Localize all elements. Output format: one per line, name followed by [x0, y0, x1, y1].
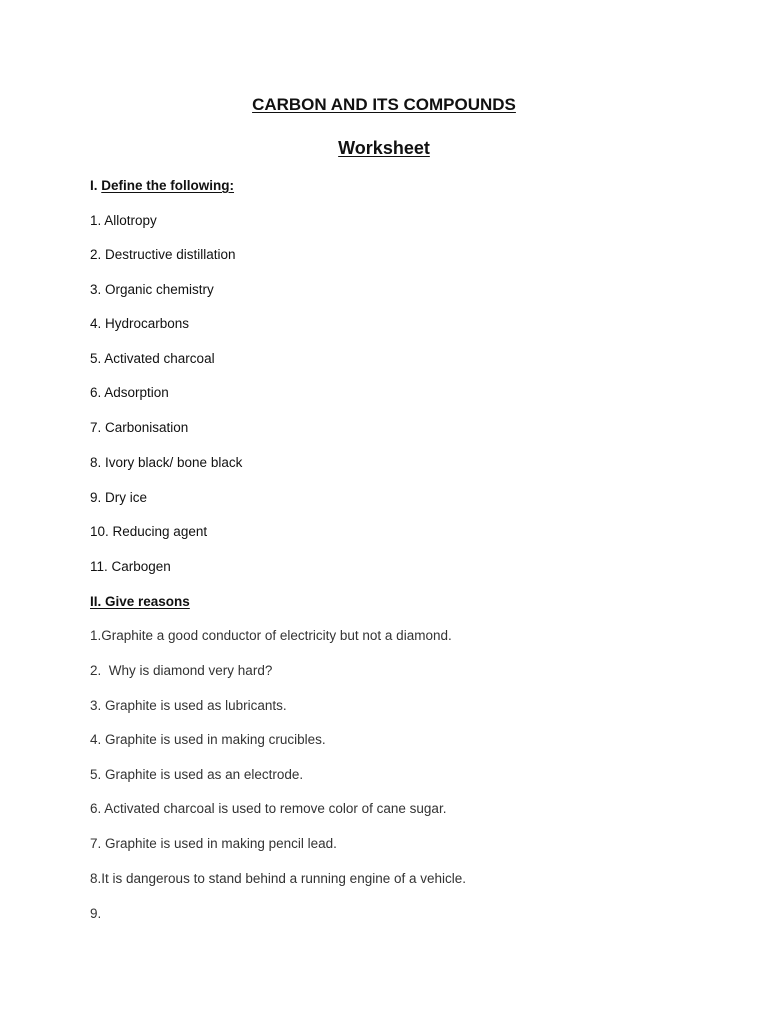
reason-item: 4. Graphite is used in making crucibles.	[90, 732, 326, 747]
section1-heading	[90, 178, 234, 193]
definition-item: 2. Destructive distillation	[90, 247, 236, 262]
section1-heading-text: Define the following:	[101, 178, 235, 193]
definition-item: 8. Ivory black/ bone black	[90, 455, 243, 470]
section1-prefix: I.	[90, 178, 102, 193]
definition-item: 3. Organic chemistry	[90, 282, 214, 297]
reason-item: 6. Activated charcoal is used to remove color of cane sugar.	[90, 801, 447, 816]
reason-item: 8.It is dangerous to stand behind a running engine of a vehicle.	[90, 871, 467, 886]
definition-item: 7. Carbonisation	[90, 420, 189, 435]
reason-item: 5. Graphite is used as an electrode.	[90, 767, 304, 782]
reason-item: 7. Graphite is used in making pencil lead.	[90, 836, 337, 851]
definition-item: 11. Carbogen	[90, 559, 171, 574]
document-subtitle: Worksheet	[338, 138, 430, 158]
definition-item: 5. Activated charcoal	[90, 351, 215, 366]
document-title: CARBON AND ITS COMPOUNDS	[252, 95, 516, 114]
definition-item: 9. Dry ice	[90, 490, 148, 505]
definition-item: 10. Reducing agent	[90, 524, 208, 539]
definition-item: 1. Allotropy	[90, 213, 157, 228]
definition-item: 4. Hydrocarbons	[90, 316, 190, 331]
section2-heading	[90, 594, 190, 609]
reason-item: 2. Why is diamond very hard?	[90, 663, 273, 678]
definition-item: 6. Adsorption	[90, 385, 169, 400]
reason-item: 9.	[90, 906, 102, 921]
reason-item: 3. Graphite is used as lubricants.	[90, 698, 287, 713]
section2-heading-text: II. Give reasons	[90, 594, 190, 609]
reason-item: 1.Graphite a good conductor of electricity but not a diamond.	[90, 628, 452, 643]
